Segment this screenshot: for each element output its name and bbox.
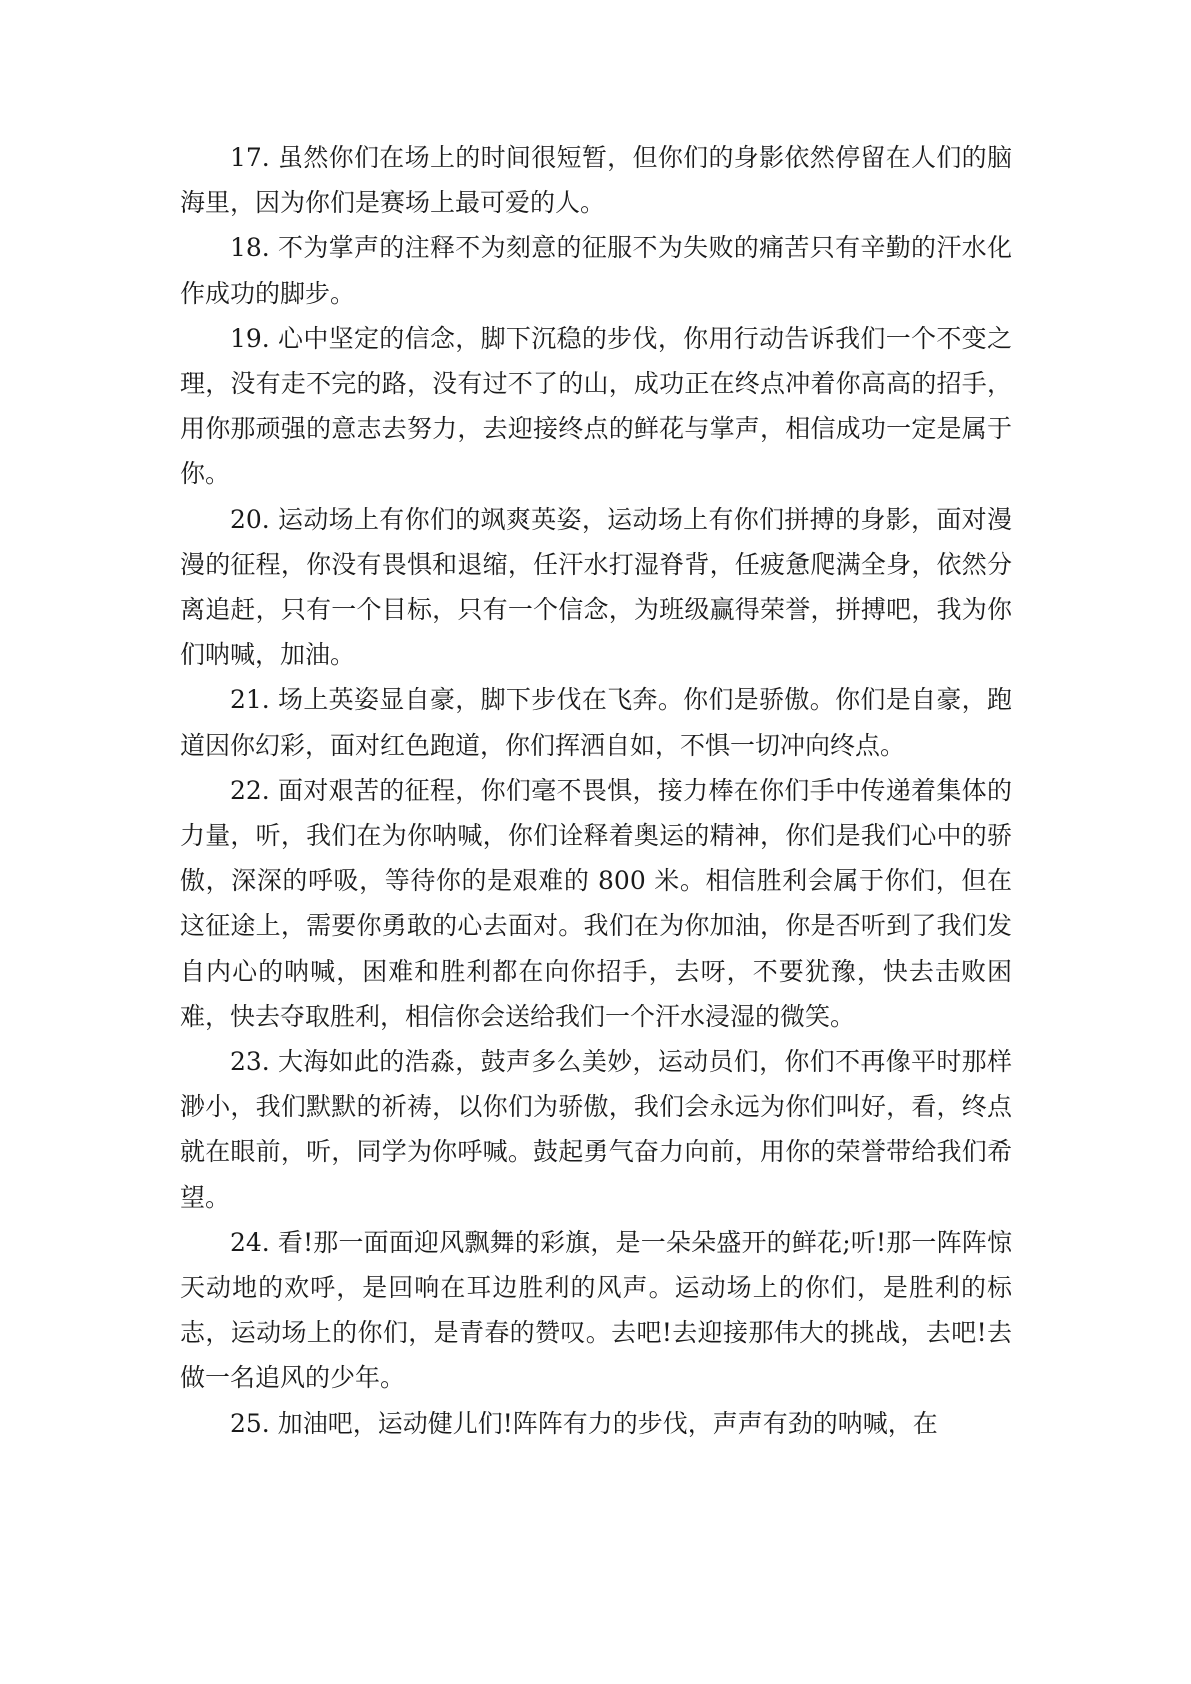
paragraph-17: 17. 虽然你们在场上的时间很短暂，但你们的身影依然停留在人们的脑海里，因为你们是赛场上最可爱的人。 — [180, 143, 1012, 218]
paragraph-23: 23. 大海如此的浩淼，鼓声多么美妙，运动员们，你们不再像平时那样渺小，我们默默的祈祷，以你们为骄傲，我们会永远为你们叫好，看，终点就在眼前，听，同学为你呼喊。鼓起勇气奋力向前，用你的荣誉带给我们希望。 — [180, 1047, 1012, 1212]
document-body — [180, 135, 1012, 1446]
paragraph-22: 22. 面对艰苦的征程，你们毫不畏惧，接力棒在你们手中传递着集体的力量，听，我们在为你呐喊，你们诠释着奥运的精神，你们是我们心中的骄傲，深深的呼吸，等待你的是艰难的 800 米。相信胜利会属于你们，但在这征途上，需要你勇敢的心去面对。我们在为你加油，你是否听到了我们发自内心的呐喊，困难和胜利都在向你招手，去呀，不要犹豫，快去击败困难，快去夺取胜利，相信你会送给我们一个汗水浸湿的微笑。 — [180, 775, 1012, 1031]
paragraph-18: 18. 不为掌声的注释不为刻意的征服不为失败的痛苦只有辛勤的汗水化作成功的脚步。 — [180, 233, 1012, 308]
paragraph-25: 25. 加油吧，运动健儿们!阵阵有力的步伐，声声有劲的呐喊，在 — [230, 1408, 938, 1438]
paragraph-19: 19. 心中坚定的信念，脚下沉稳的步伐，你用行动告诉我们一个不变之理，没有走不完的路，没有过不了的山，成功正在终点冲着你高高的招手，用你那顽强的意志去努力，去迎接终点的鲜花与掌声，相信成功一定是属于你。 — [180, 323, 1012, 489]
paragraph-21: 21. 场上英姿显自豪，脚下步伐在飞奔。你们是骄傲。你们是自豪，跑道因你幻彩，面对红色跑道，你们挥洒自如，不惧一切冲向终点。 — [180, 685, 1012, 760]
paragraph-24: 24. 看!那一面面迎风飘舞的彩旗，是一朵朵盛开的鲜花;听!那一阵阵惊天动地的欢呼，是回响在耳边胜利的风声。运动场上的你们，是胜利的标志，运动场上的你们，是青春的赞叹。去吧!去迎接那伟大的挑战，去吧!去做一名追风的少年。 — [180, 1227, 1012, 1393]
paragraph-20: 20. 运动场上有你们的飒爽英姿，运动场上有你们拼搏的身影，面对漫漫的征程，你没有畏惧和退缩，任汗水打湿脊背，任疲惫爬满全身，依然分离追赶，只有一个目标，只有一个信念，为班级赢得荣誉，拼搏吧，我为你们呐喊，加油。 — [180, 504, 1012, 670]
